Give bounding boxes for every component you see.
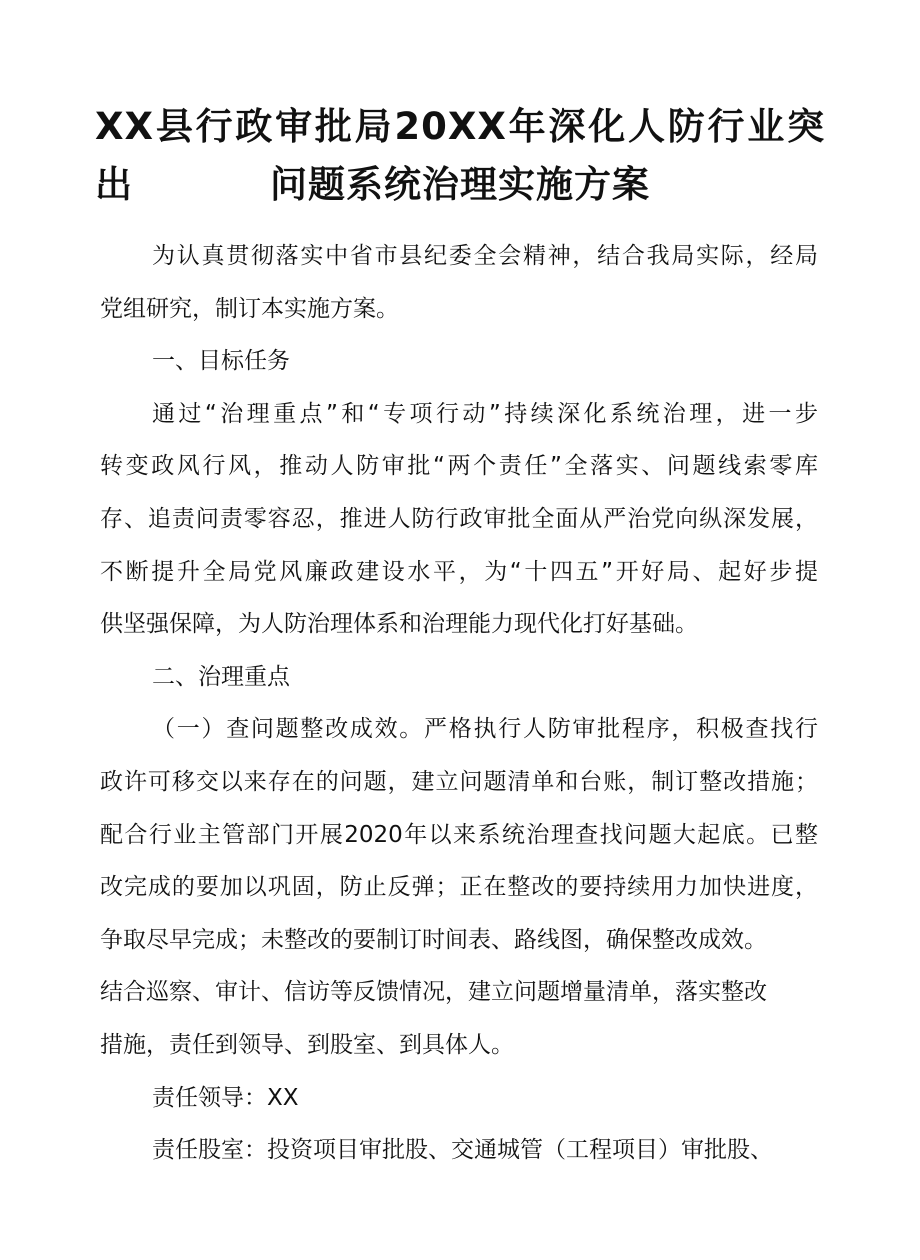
paragraph-line: 争取尽早完成；未整改的要制订时间表、路线图，确保整改成效。 (100, 926, 767, 953)
document-title-line-2: 问题系统治理实施方案 (270, 163, 650, 206)
paragraph-line: 责任股室：投资项目审批股、交通城管（工程项目）审批股、 (152, 1137, 773, 1164)
paragraph-line: 责任领导：XX (152, 1084, 299, 1111)
paragraph-line: 为认真贯彻落实中省市县纪委全会精神，结合我局实际，经局 (152, 243, 818, 269)
paragraph-line: 不断提升全局党风廉政建设水平，为“十四五”开好局、起好步提 (100, 558, 818, 585)
document-body (100, 238, 818, 1185)
paragraph-line: 存、追责问责零容忍，推进人防行政审批全面从严治党向纵深发展， (100, 505, 818, 532)
paragraph-line: 通过“治理重点”和“专项行动”持续深化系统治理，进一步 (152, 400, 818, 427)
section-heading: 一、目标任务 (152, 348, 290, 375)
paragraph-line: 配合行业主管部门开展2020年以来系统治理查找问题大起底。已整 (100, 821, 818, 848)
paragraph-line: 措施，责任到领导、到股室、到具体人。 (100, 1031, 514, 1058)
paragraph-line: 转变政风行风，推动人防审批“两个责任”全落实、问题线索零库 (100, 453, 818, 480)
paragraph-line: 供坚强保障，为人防治理体系和治理能力现代化打好基础。 (100, 611, 698, 638)
paragraph-line: 改完成的要加以巩固，防止反弹；正在整改的要持续用力加快进度， (100, 874, 818, 901)
paragraph-line: （一）查问题整改成效。严格执行人防审批程序，积极查找行 (152, 716, 818, 743)
paragraph-line: 结合巡察、审计、信访等反馈情况，建立问题增量清单，落实整改 (100, 979, 767, 1006)
paragraph-line: 政许可移交以来存在的问题，建立问题清单和台账，制订整改措施； (100, 768, 818, 795)
document-title-line-1: XX县行政审批局20XX年深化人防行业突出 (95, 105, 825, 206)
section-heading: 二、治理重点 (152, 663, 290, 690)
paragraph-line: 党组研究，制订本实施方案。 (100, 295, 399, 322)
